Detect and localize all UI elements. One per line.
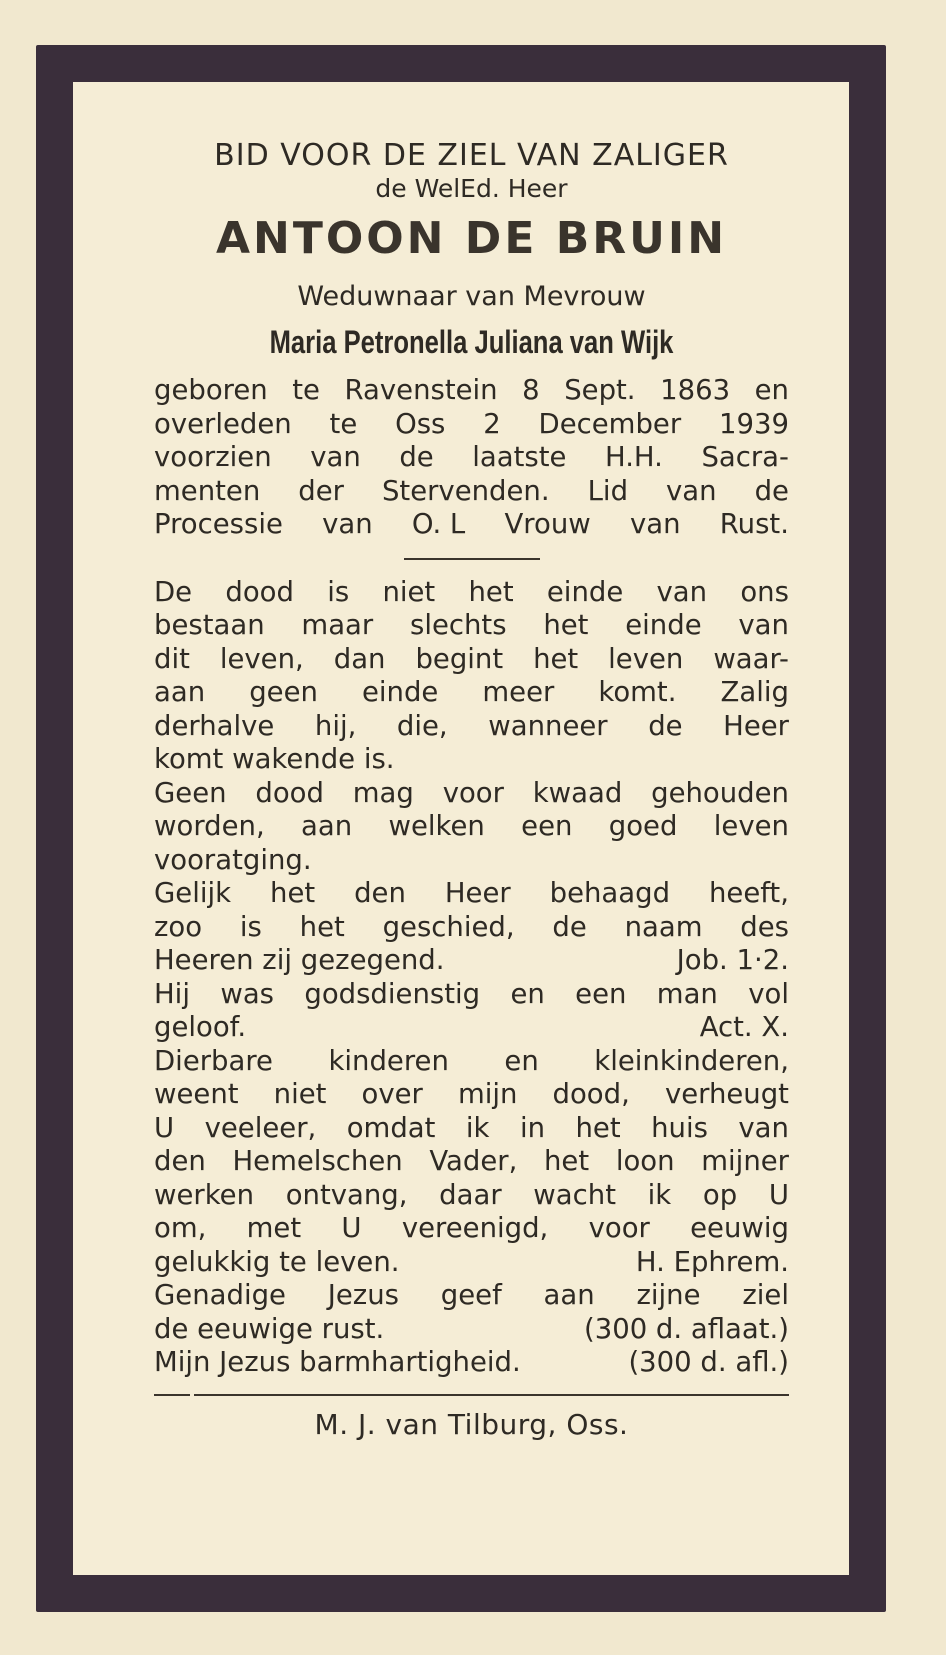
text-line <box>154 877 789 911</box>
word: het <box>299 910 345 943</box>
word: Lid <box>587 474 629 507</box>
word: de <box>648 709 683 742</box>
word: Sacra- <box>701 441 789 473</box>
word: daar <box>439 1178 502 1211</box>
word: U <box>154 1111 175 1144</box>
word: de <box>552 910 587 943</box>
word: hij, <box>314 709 357 742</box>
word: bestaan <box>154 609 265 641</box>
word: in <box>519 1111 546 1144</box>
word: eeuwig <box>690 1212 789 1244</box>
word: niet <box>273 1078 327 1110</box>
bio-line <box>154 475 789 509</box>
word: ik <box>465 1111 490 1144</box>
word: ontvang, <box>285 1178 408 1211</box>
word: zijne <box>636 1279 701 1311</box>
word: het <box>543 609 589 641</box>
word: de <box>754 474 789 507</box>
word: Gelijk <box>154 877 232 909</box>
word: Zalig <box>720 676 789 708</box>
text-line <box>154 609 789 643</box>
word: Hij <box>154 977 190 1010</box>
text-line <box>154 1011 789 1045</box>
word: dood <box>255 776 324 809</box>
word: wacht <box>533 1178 616 1211</box>
word: leven, <box>219 642 304 675</box>
word: komt wakende is. <box>154 743 395 775</box>
word: O. L <box>411 508 466 540</box>
word: 8 <box>522 374 540 406</box>
word: des <box>740 910 789 943</box>
word: loon <box>615 1145 675 1177</box>
word: aan <box>154 676 206 708</box>
word: Processie <box>154 508 283 540</box>
word: te <box>329 407 358 440</box>
word: Mijn Jezus barmhartigheid. <box>154 1346 521 1378</box>
word: Hemelschen <box>232 1145 403 1177</box>
word: gelukkig te leven. <box>154 1245 400 1278</box>
word: Heer <box>723 709 789 742</box>
word: huis <box>651 1111 708 1144</box>
word: voorzien <box>154 441 272 473</box>
word: U <box>341 1212 362 1244</box>
word: op <box>702 1178 738 1211</box>
bio-line <box>154 374 789 408</box>
word: van <box>310 441 361 473</box>
word: einde <box>361 676 439 708</box>
word: en <box>510 977 545 1010</box>
text-line <box>154 810 789 844</box>
word: meer <box>482 676 555 708</box>
word: het <box>544 1145 590 1177</box>
text-line <box>154 911 789 945</box>
word: begint <box>415 642 504 675</box>
card-content <box>154 138 789 1443</box>
word: weent <box>154 1078 239 1110</box>
text-line <box>154 777 789 811</box>
word: einde <box>546 575 624 608</box>
spouse-name: Maria Petronella Juliana van Wijk <box>269 324 674 360</box>
divider-bottom <box>154 1394 789 1397</box>
word: omdat <box>346 1111 436 1144</box>
word: dood, <box>552 1078 630 1110</box>
text-line <box>154 710 789 744</box>
word: Geen <box>154 776 227 809</box>
word: het <box>270 877 316 909</box>
text-line <box>154 1313 789 1347</box>
word: met <box>246 1212 302 1244</box>
word: de <box>399 441 434 473</box>
word: Dierbare <box>154 1044 273 1077</box>
word: de eeuwige rust. <box>154 1312 385 1345</box>
word: geloof. <box>154 1011 247 1043</box>
word: aan <box>543 1279 595 1311</box>
divider-short <box>404 558 540 560</box>
biography <box>154 374 789 542</box>
word: kleinkinderen, <box>594 1044 789 1077</box>
word: is <box>239 910 262 943</box>
word: leven <box>713 810 789 842</box>
bio-line <box>154 408 789 442</box>
word: een <box>575 977 627 1010</box>
word: dan <box>333 642 386 675</box>
text-line <box>154 1246 789 1280</box>
word: Vrouw <box>504 508 591 540</box>
word: van <box>656 575 708 608</box>
word: van <box>738 609 789 641</box>
bio-line <box>154 441 789 475</box>
word: vol <box>748 977 789 1010</box>
word: overleden <box>154 407 292 440</box>
word: der <box>298 474 344 507</box>
word: kinderen <box>328 1044 449 1077</box>
word: mijner <box>701 1145 789 1177</box>
text-line <box>154 1112 789 1146</box>
text-line <box>154 1179 789 1213</box>
word: geschied, <box>382 910 515 943</box>
word: worden, <box>154 810 265 842</box>
word: Rust. <box>719 508 789 540</box>
text-line <box>154 576 789 610</box>
word: (300 d. afl.) <box>628 1346 789 1378</box>
word: De <box>154 575 193 608</box>
text-line <box>154 1078 789 1112</box>
word: U <box>768 1178 789 1211</box>
word: zoo <box>154 910 203 943</box>
word: 1939 <box>718 407 789 440</box>
text-line <box>154 1145 789 1179</box>
word: Sept. <box>564 374 636 406</box>
word: het <box>468 575 514 608</box>
word: 1863 <box>660 374 731 406</box>
word: Ravenstein <box>344 374 498 406</box>
word: mag <box>352 776 414 809</box>
text-line <box>154 1346 789 1380</box>
header-prayer: BID VOOR DE ZIEL VAN ZALIGER <box>214 138 729 173</box>
word: H.H. <box>605 441 663 473</box>
word: behaagd <box>549 877 671 909</box>
word: Act. X. <box>699 1011 789 1043</box>
word: ons <box>740 575 789 608</box>
word: goed <box>608 810 678 842</box>
word: en <box>754 374 789 406</box>
word: H. Ephrem. <box>635 1245 789 1278</box>
word: geboren <box>154 374 268 406</box>
word: kwaad <box>532 776 623 809</box>
word: laatste <box>472 441 567 473</box>
word: te <box>292 374 320 406</box>
word: komt. <box>598 676 677 708</box>
word: van <box>322 508 373 540</box>
word: geen <box>249 676 318 708</box>
word: werken <box>154 1178 255 1211</box>
header-title: de WelEd. Heer <box>375 174 568 203</box>
word: voor <box>442 776 504 809</box>
word: Heer <box>444 877 511 909</box>
word: voor <box>588 1212 650 1244</box>
word: het <box>575 1111 621 1144</box>
word: (300 d. aflaat.) <box>583 1312 789 1345</box>
word: is <box>327 575 350 608</box>
printer-imprint: M. J. van Tilburg, Oss. <box>314 1407 629 1441</box>
word: naam <box>624 910 703 943</box>
word: van <box>666 474 717 507</box>
word: Oss <box>395 407 446 440</box>
word: maar <box>301 609 374 641</box>
text-line <box>154 944 789 978</box>
word: verheugt <box>664 1078 789 1110</box>
word: die, <box>396 709 448 742</box>
text-line <box>154 676 789 710</box>
deceased-name: ANTOON DE BRUIN <box>215 213 728 264</box>
word: Genadige <box>154 1279 286 1311</box>
text-line <box>154 844 789 878</box>
word: leven <box>608 642 684 675</box>
word: van <box>630 508 681 540</box>
text-line <box>154 1045 789 1079</box>
word: van <box>738 1111 789 1144</box>
word: menten <box>154 474 261 507</box>
word: dood <box>225 575 294 608</box>
word: Jezus <box>327 1279 399 1311</box>
relation-text: Weduwnaar van Mevrouw <box>297 281 646 312</box>
word: Heeren zij gezegend. <box>154 944 445 976</box>
word: ziel <box>742 1279 789 1311</box>
word: vereenigd, <box>401 1212 549 1244</box>
word: ik <box>647 1178 672 1211</box>
word: Stervenden. <box>381 474 550 507</box>
word: wanneer <box>488 709 608 742</box>
word: einde <box>625 609 702 641</box>
word: man <box>656 977 718 1010</box>
word: geef <box>440 1279 502 1311</box>
word: 2 <box>483 407 501 440</box>
bio-line <box>154 508 789 542</box>
word: om, <box>154 1212 207 1244</box>
word: waar- <box>713 642 789 675</box>
text-line <box>154 643 789 677</box>
word: godsdienstig <box>304 977 481 1010</box>
word: slechts <box>410 609 507 641</box>
word: heeft, <box>708 877 789 909</box>
word: mijn <box>457 1078 518 1110</box>
word: het <box>533 642 579 675</box>
word: vooratging. <box>154 843 312 876</box>
word: en <box>504 1044 539 1077</box>
text-line <box>154 743 789 777</box>
word: veeleer, <box>204 1111 317 1144</box>
word: aan <box>301 810 353 842</box>
text-line <box>154 1279 789 1313</box>
word: een <box>521 810 573 842</box>
text-line <box>154 978 789 1012</box>
word: den <box>354 877 406 909</box>
word: December <box>538 407 682 440</box>
word: Vader, <box>429 1145 518 1177</box>
word: den <box>154 1145 206 1177</box>
word: dit <box>154 642 190 675</box>
word: derhalve <box>154 709 275 742</box>
word: was <box>220 977 274 1010</box>
prayer-text <box>154 576 789 1380</box>
word: niet <box>382 575 436 608</box>
word: over <box>361 1078 423 1110</box>
word: gehouden <box>651 776 789 809</box>
word: Job. 1·2. <box>676 944 789 976</box>
text-line <box>154 1212 789 1246</box>
word: welken <box>388 810 485 842</box>
